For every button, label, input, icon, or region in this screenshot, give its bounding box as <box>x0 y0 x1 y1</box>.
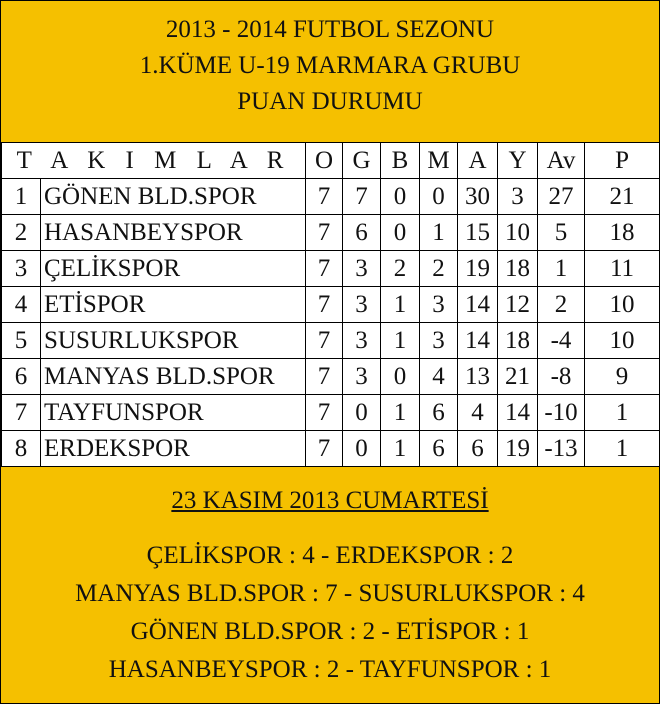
table-body <box>2 179 660 467</box>
title-block <box>1 1 659 142</box>
lost-cell: 1 <box>420 215 458 251</box>
goal-difference-cell: -4 <box>538 323 585 359</box>
rank-cell: 8 <box>2 431 41 467</box>
goal-difference-cell: -13 <box>538 431 585 467</box>
won-cell: 3 <box>343 323 381 359</box>
points-cell: 9 <box>585 359 660 395</box>
won-cell: 0 <box>343 431 381 467</box>
points-cell: 10 <box>585 287 660 323</box>
table-row <box>2 323 660 359</box>
won-cell: 0 <box>343 395 381 431</box>
rank-cell: 7 <box>2 395 41 431</box>
won-cell: 7 <box>343 179 381 215</box>
column-header-o: O <box>306 143 343 179</box>
drawn-cell: 0 <box>381 179 420 215</box>
table-row <box>2 395 660 431</box>
standings-table <box>1 142 660 467</box>
played-cell: 7 <box>306 179 343 215</box>
rank-cell: 6 <box>2 359 41 395</box>
match-date: 23 KASIM 2013 CUMARTESİ <box>171 487 489 514</box>
goals-against-cell: 21 <box>498 359 538 395</box>
points-cell: 11 <box>585 251 660 287</box>
drawn-cell: 0 <box>381 359 420 395</box>
lost-cell: 3 <box>420 323 458 359</box>
lost-cell: 2 <box>420 251 458 287</box>
won-cell: 3 <box>343 287 381 323</box>
goals-for-cell: 19 <box>458 251 498 287</box>
goals-against-cell: 18 <box>498 251 538 287</box>
points-cell: 10 <box>585 323 660 359</box>
column-header-av: Av <box>538 143 585 179</box>
match-result: GÖNEN BLD.SPOR : 2 - ETİSPOR : 1 <box>130 618 530 645</box>
team-cell: ETİSPOR <box>41 287 306 323</box>
drawn-cell: 0 <box>381 215 420 251</box>
goals-against-cell: 18 <box>498 323 538 359</box>
goals-for-cell: 14 <box>458 323 498 359</box>
drawn-cell: 1 <box>381 287 420 323</box>
column-header-a: A <box>458 143 498 179</box>
rank-cell: 1 <box>2 179 41 215</box>
column-header-team: T A K I M L A R <box>2 143 306 179</box>
match-results-block <box>1 467 659 703</box>
rank-cell: 5 <box>2 323 41 359</box>
drawn-cell: 2 <box>381 251 420 287</box>
lost-cell: 6 <box>420 395 458 431</box>
team-cell: ERDEKSPOR <box>41 431 306 467</box>
goal-difference-cell: 27 <box>538 179 585 215</box>
goals-for-cell: 4 <box>458 395 498 431</box>
goals-for-cell: 15 <box>458 215 498 251</box>
team-cell: TAYFUNSPOR <box>41 395 306 431</box>
match-result: MANYAS BLD.SPOR : 7 - SUSURLUKSPOR : 4 <box>75 580 585 607</box>
table-row <box>2 215 660 251</box>
match-result: ÇELİKSPOR : 4 - ERDEKSPOR : 2 <box>146 542 514 569</box>
column-header-g: G <box>343 143 381 179</box>
table-row <box>2 179 660 215</box>
goal-difference-cell: 2 <box>538 287 585 323</box>
table-row <box>2 287 660 323</box>
standings-title: PUAN DURUMU <box>237 88 423 115</box>
team-cell: MANYAS BLD.SPOR <box>41 359 306 395</box>
column-header-m: M <box>420 143 458 179</box>
goal-difference-cell: -8 <box>538 359 585 395</box>
table-header-row <box>2 143 660 179</box>
won-cell: 3 <box>343 251 381 287</box>
goals-for-cell: 14 <box>458 287 498 323</box>
results-list <box>1 537 659 689</box>
goals-against-cell: 12 <box>498 287 538 323</box>
table-row <box>2 251 660 287</box>
team-cell: SUSURLUKSPOR <box>41 323 306 359</box>
drawn-cell: 1 <box>381 395 420 431</box>
won-cell: 3 <box>343 359 381 395</box>
goals-against-cell: 3 <box>498 179 538 215</box>
goals-for-cell: 6 <box>458 431 498 467</box>
team-cell: GÖNEN BLD.SPOR <box>41 179 306 215</box>
lost-cell: 0 <box>420 179 458 215</box>
goals-against-cell: 14 <box>498 395 538 431</box>
goals-for-cell: 30 <box>458 179 498 215</box>
goals-against-cell: 10 <box>498 215 538 251</box>
table-row <box>2 431 660 467</box>
played-cell: 7 <box>306 359 343 395</box>
drawn-cell: 1 <box>381 431 420 467</box>
points-cell: 1 <box>585 431 660 467</box>
played-cell: 7 <box>306 431 343 467</box>
rank-cell: 4 <box>2 287 41 323</box>
goals-for-cell: 13 <box>458 359 498 395</box>
lost-cell: 4 <box>420 359 458 395</box>
match-result: HASANBEYSPOR : 2 - TAYFUNSPOR : 1 <box>108 656 552 683</box>
column-header-b: B <box>381 143 420 179</box>
season-title: 2013 - 2014 FUTBOL SEZONU <box>165 16 495 43</box>
rank-cell: 2 <box>2 215 41 251</box>
points-cell: 18 <box>585 215 660 251</box>
rank-cell: 3 <box>2 251 41 287</box>
lost-cell: 3 <box>420 287 458 323</box>
column-header-p: P <box>585 143 660 179</box>
played-cell: 7 <box>306 323 343 359</box>
points-cell: 1 <box>585 395 660 431</box>
goals-against-cell: 19 <box>498 431 538 467</box>
table-row <box>2 359 660 395</box>
goal-difference-cell: 1 <box>538 251 585 287</box>
league-title: 1.KÜME U-19 MARMARA GRUBU <box>139 52 521 79</box>
goal-difference-cell: -10 <box>538 395 585 431</box>
played-cell: 7 <box>306 395 343 431</box>
played-cell: 7 <box>306 287 343 323</box>
goal-difference-cell: 5 <box>538 215 585 251</box>
team-cell: HASANBEYSPOR <box>41 215 306 251</box>
points-cell: 21 <box>585 179 660 215</box>
column-header-y: Y <box>498 143 538 179</box>
lost-cell: 6 <box>420 431 458 467</box>
team-cell: ÇELİKSPOR <box>41 251 306 287</box>
won-cell: 6 <box>343 215 381 251</box>
played-cell: 7 <box>306 251 343 287</box>
played-cell: 7 <box>306 215 343 251</box>
drawn-cell: 1 <box>381 323 420 359</box>
